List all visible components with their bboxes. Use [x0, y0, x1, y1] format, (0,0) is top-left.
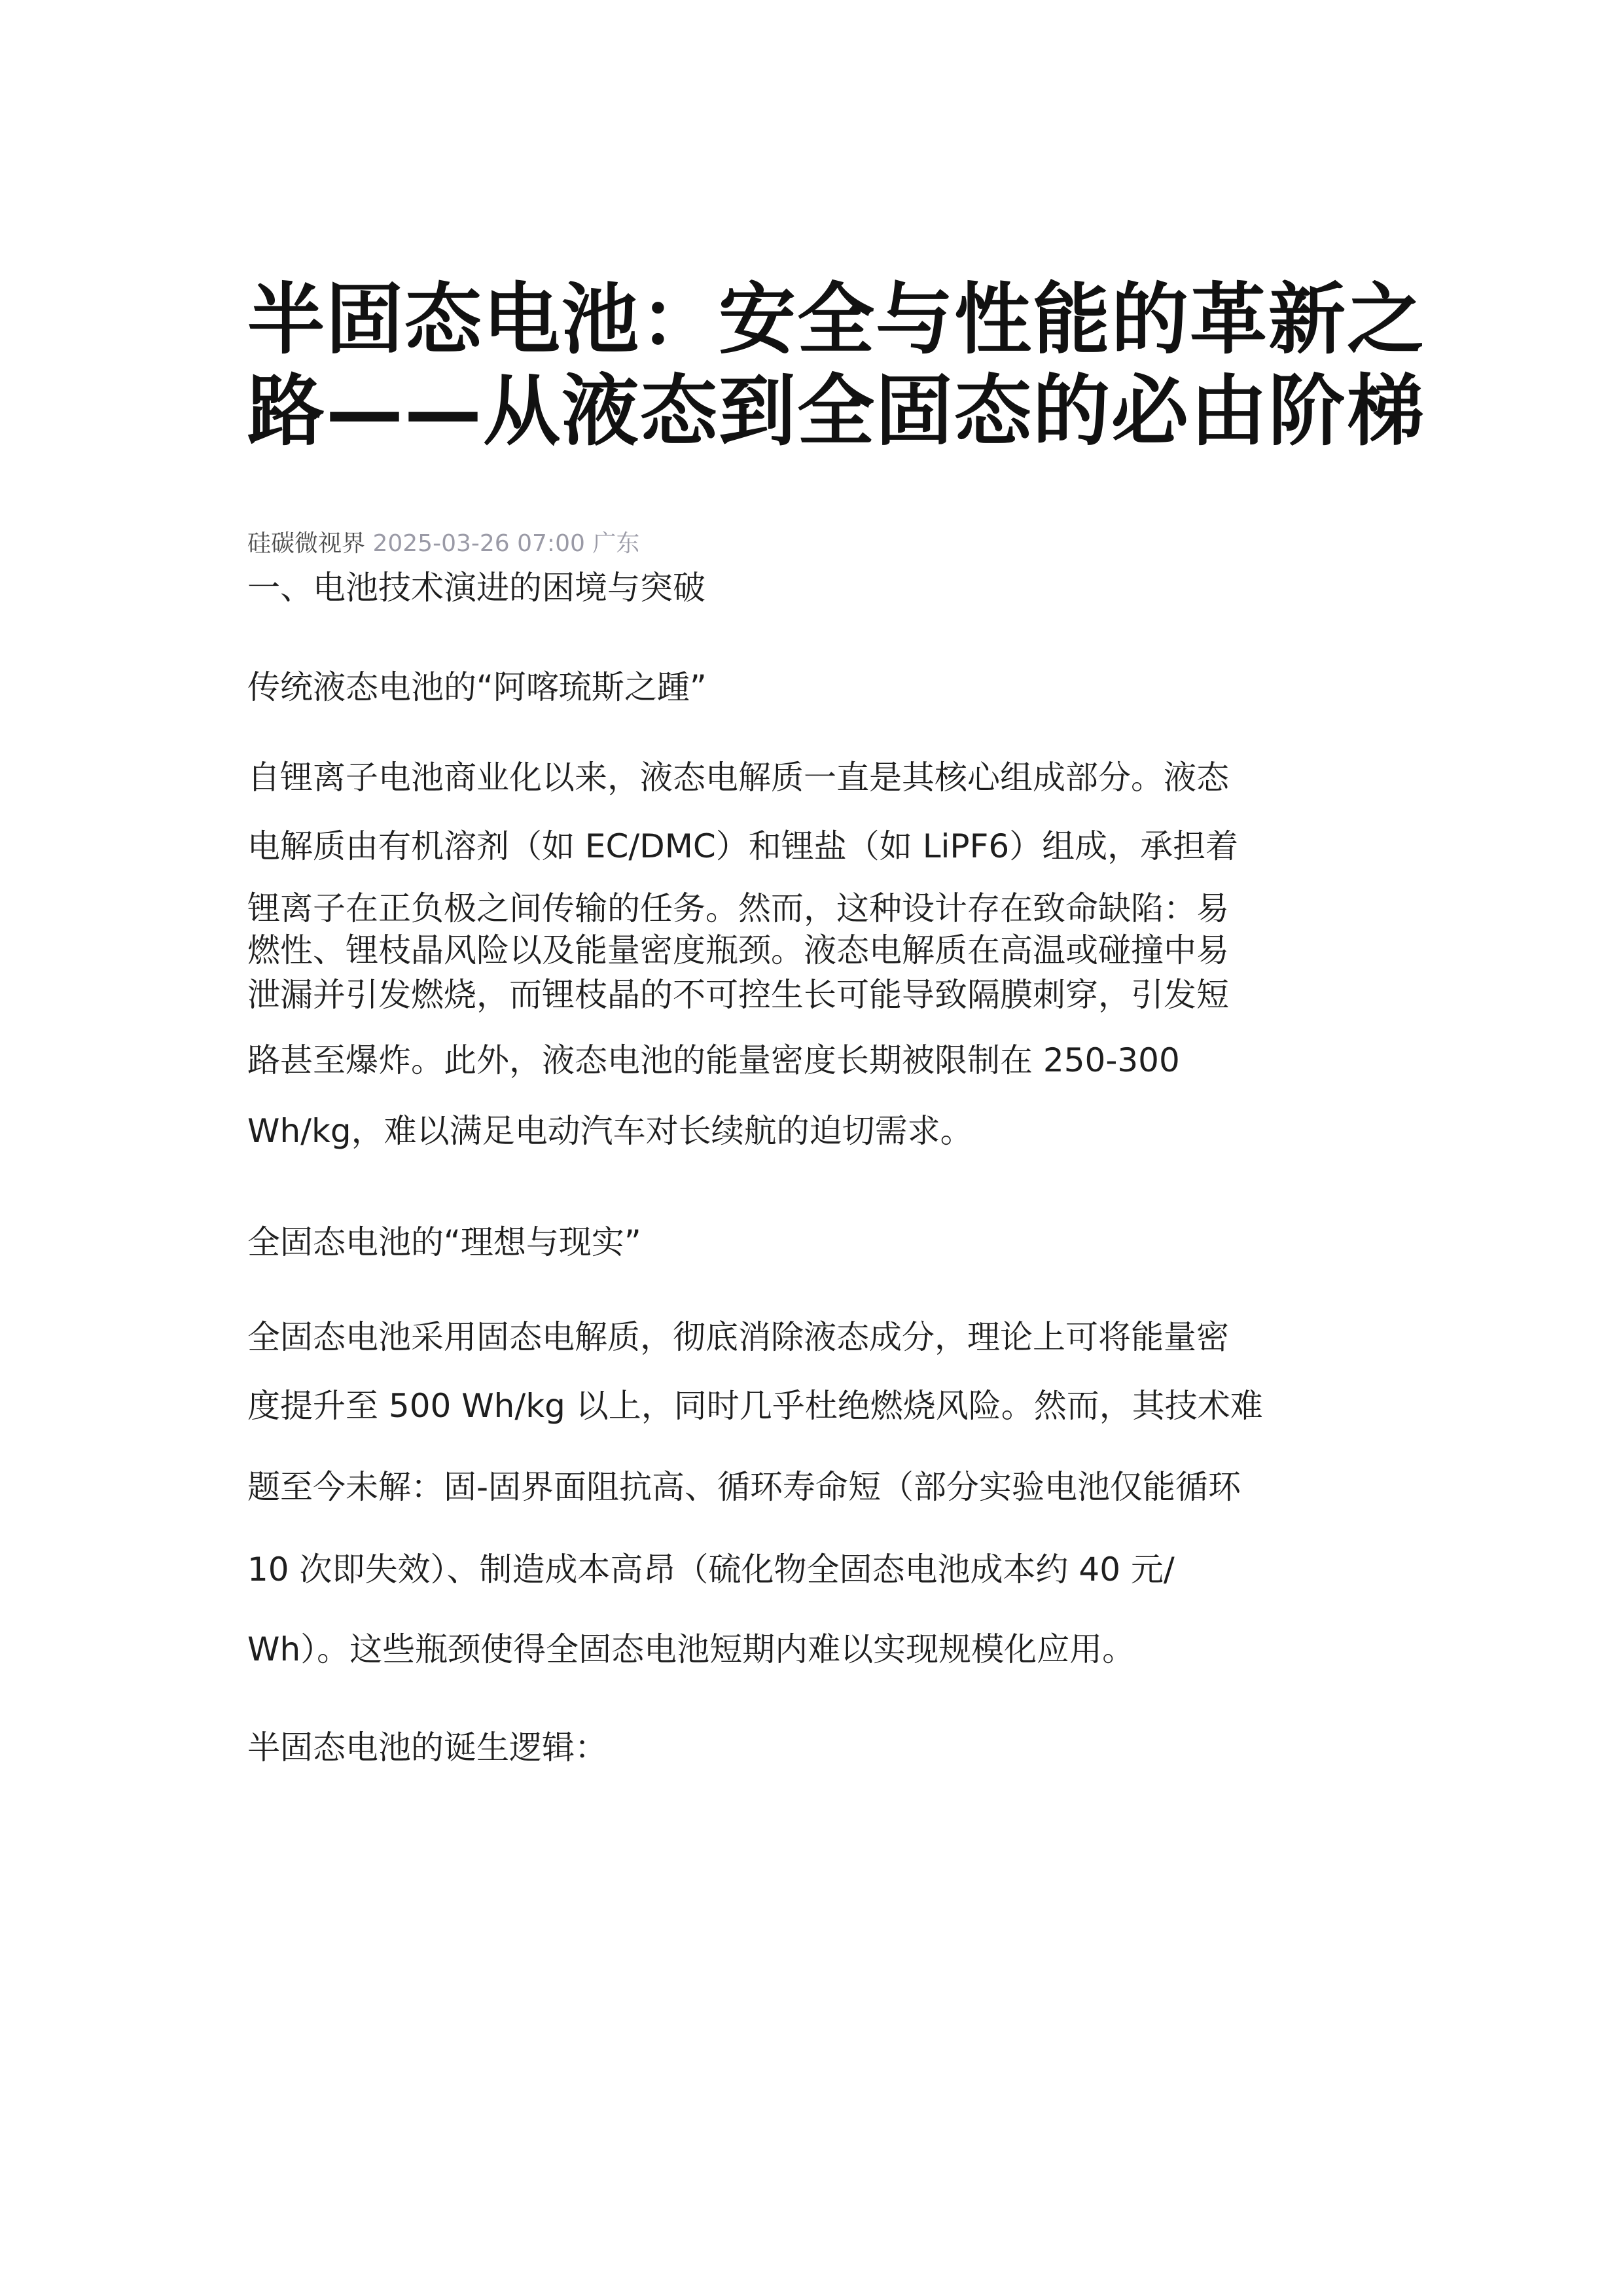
paragraph-line: Wh）。这些瓶颈使得全固态电池短期内难以实现规模化应用。 — [247, 1630, 1135, 1668]
article-title-line-2: 路——从液态到全固态的必由阶梯 — [247, 366, 1426, 456]
publish-location: 广东 — [592, 530, 640, 557]
paragraph-line: Wh/kg，难以满足电动汽车对长续航的迫切需求。 — [247, 1112, 973, 1150]
paragraph-line: 路甚至爆炸。此外，液态电池的能量密度长期被限制在 250-300 — [247, 1041, 1180, 1079]
paragraph-line: 锂离子在正负极之间传输的任务。然而，这种设计存在致命缺陷：易 — [247, 889, 1229, 927]
paragraph-line: 10 次即失效）、制造成本高昂（硫化物全固态电池成本约 40 元/ — [247, 1551, 1175, 1588]
paragraph-line: 电解质由有机溶剂（如 EC/DMC）和锂盐（如 LiPF6）组成，承担着 — [247, 827, 1239, 865]
article-title — [247, 274, 1426, 457]
author-name[interactable]: 硅碳微视界 — [247, 530, 366, 557]
paragraph-line: 燃性、锂枝晶风险以及能量密度瓶颈。液态电解质在高温或碰撞中易 — [247, 931, 1229, 969]
article-title-line-1: 半固态电池：安全与性能的革新之 — [247, 274, 1426, 365]
paragraph-line: 全固态电池采用固态电解质，彻底消除液态成分，理论上可将能量密 — [247, 1318, 1229, 1356]
publish-date: 2025-03-26 07:00 — [372, 530, 585, 557]
section-heading: 一、电池技术演进的困境与突破 — [247, 569, 705, 607]
paragraph-line: 自锂离子电池商业化以来，液态电解质一直是其核心组成部分。液态 — [247, 759, 1229, 797]
paragraph-line: 泄漏并引发燃烧，而锂枝晶的不可控生长可能导致隔膜刺穿，引发短 — [247, 976, 1229, 1014]
subheading-liquid-battery: 传统液态电池的“阿喀琉斯之踵” — [247, 668, 707, 706]
paragraph-line: 度提升至 500 Wh/kg 以上，同时几乎杜绝燃烧风险。然而，其技术难 — [247, 1387, 1263, 1425]
article-meta — [247, 529, 639, 559]
paragraph-line: 题至今未解：固-固界面阻抗高、循环寿命短（部分实验电池仅能循环 — [247, 1468, 1241, 1506]
subheading-semi-solid-logic: 半固态电池的诞生逻辑： — [247, 1729, 607, 1767]
subheading-solid-battery: 全固态电池的“理想与现实” — [247, 1223, 641, 1261]
